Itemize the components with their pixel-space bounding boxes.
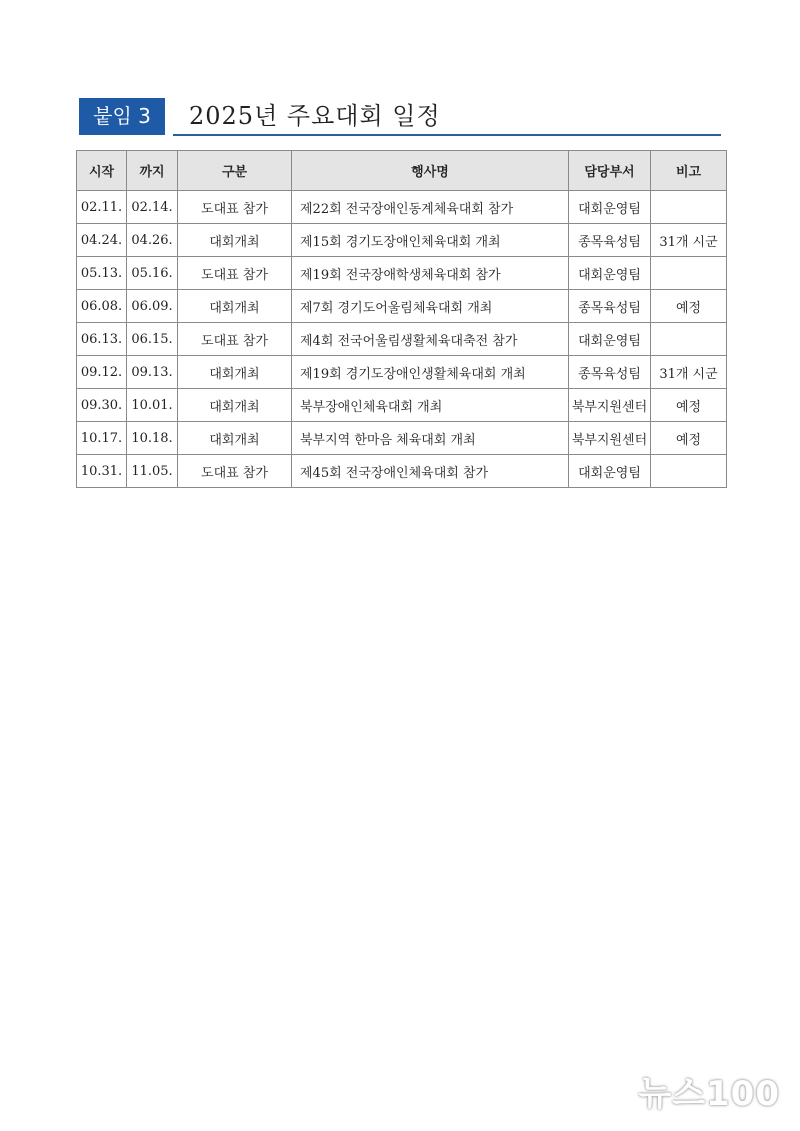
end-date: 06.09.	[127, 290, 178, 323]
department: 북부지원센터	[569, 422, 651, 455]
start-date: 05.13.	[77, 257, 127, 290]
event-name: 북부장애인체육대회 개최	[292, 389, 569, 422]
event-name: 제45회 전국장애인체육대회 참가	[292, 455, 569, 488]
note	[651, 455, 727, 488]
start-date: 10.17.	[77, 422, 127, 455]
event-name: 제4회 전국어울림생활체육대축전 참가	[292, 323, 569, 356]
note	[651, 257, 727, 290]
note: 31개 시군	[651, 356, 727, 389]
event-name: 제22회 전국장애인동계체육대회 참가	[292, 191, 569, 224]
column-header-note: 비고	[651, 151, 727, 191]
note: 예정	[651, 422, 727, 455]
start-date: 10.31.	[77, 455, 127, 488]
category: 도대표 참가	[178, 323, 292, 356]
end-date: 04.26.	[127, 224, 178, 257]
event-name: 제19회 경기도장애인생활체육대회 개최	[292, 356, 569, 389]
table-row	[77, 422, 727, 455]
department: 대회운영팀	[569, 191, 651, 224]
category: 도대표 참가	[178, 455, 292, 488]
note: 예정	[651, 389, 727, 422]
category: 도대표 참가	[178, 257, 292, 290]
column-header-start: 시작	[77, 151, 127, 191]
category: 대회개최	[178, 422, 292, 455]
start-date: 06.08.	[77, 290, 127, 323]
note: 31개 시군	[651, 224, 727, 257]
end-date: 09.13.	[127, 356, 178, 389]
note	[651, 191, 727, 224]
event-name: 제7회 경기도어울림체육대회 개최	[292, 290, 569, 323]
start-date: 06.13.	[77, 323, 127, 356]
column-header-end: 까지	[127, 151, 178, 191]
table-header-row	[77, 151, 727, 191]
table-row	[77, 257, 727, 290]
column-header-department: 담당부서	[569, 151, 651, 191]
department: 대회운영팀	[569, 323, 651, 356]
table-row	[77, 389, 727, 422]
start-date: 09.30.	[77, 389, 127, 422]
table-row	[77, 290, 727, 323]
column-header-category: 구분	[178, 151, 292, 191]
table-row	[77, 224, 727, 257]
end-date: 05.16.	[127, 257, 178, 290]
category: 대회개최	[178, 356, 292, 389]
end-date: 11.05.	[127, 455, 178, 488]
event-name: 제19회 전국장애학생체육대회 참가	[292, 257, 569, 290]
end-date: 02.14.	[127, 191, 178, 224]
department: 종목육성팀	[569, 290, 651, 323]
end-date: 10.01.	[127, 389, 178, 422]
category: 대회개최	[178, 224, 292, 257]
column-header-event: 행사명	[292, 151, 569, 191]
category: 대회개최	[178, 389, 292, 422]
end-date: 06.15.	[127, 323, 178, 356]
note: 예정	[651, 290, 727, 323]
title-underline	[173, 134, 721, 136]
news100-watermark-logo: 뉴스100	[638, 1074, 780, 1114]
note	[651, 323, 727, 356]
section-header	[79, 98, 721, 136]
start-date: 04.24.	[77, 224, 127, 257]
start-date: 09.12.	[77, 356, 127, 389]
event-name: 제15회 경기도장애인체육대회 개최	[292, 224, 569, 257]
table-row	[77, 323, 727, 356]
department: 북부지원센터	[569, 389, 651, 422]
department: 대회운영팀	[569, 455, 651, 488]
event-name: 북부지역 한마음 체육대회 개최	[292, 422, 569, 455]
end-date: 10.18.	[127, 422, 178, 455]
department: 대회운영팀	[569, 257, 651, 290]
attachment-badge: 붙임 3	[79, 98, 165, 135]
table-row	[77, 455, 727, 488]
table-row	[77, 356, 727, 389]
start-date: 02.11.	[77, 191, 127, 224]
schedule-table	[76, 150, 727, 488]
page-title: 2025년 주요대회 일정	[189, 102, 441, 130]
table-row	[77, 191, 727, 224]
category: 도대표 참가	[178, 191, 292, 224]
department: 종목육성팀	[569, 356, 651, 389]
category: 대회개최	[178, 290, 292, 323]
department: 종목육성팀	[569, 224, 651, 257]
